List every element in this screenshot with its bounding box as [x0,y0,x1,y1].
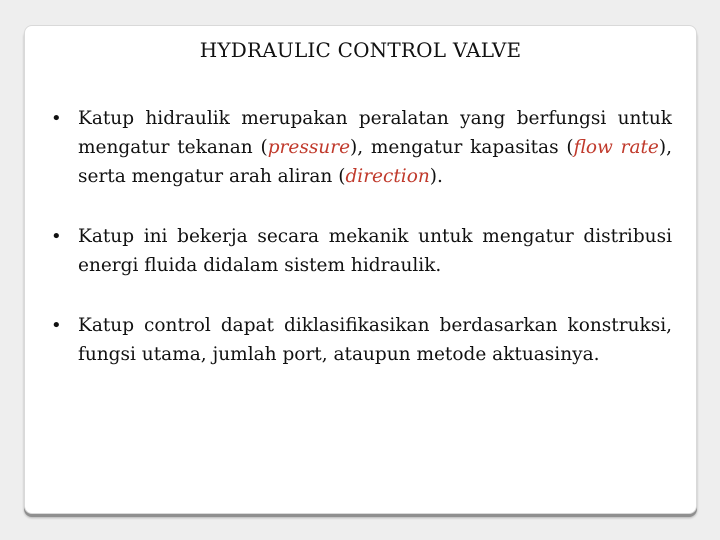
bullet-text-segment: ). [429,166,443,187]
bullet-item-classification [45,311,672,369]
slide [24,25,697,514]
bullet-text-segment: Katup hidraulik merupakan peralatan yang berfungsi untuk mengatur tekanan ( [78,108,672,158]
bullet-text-segment: ), mengatur kapasitas ( [350,137,574,158]
slide-title: HYDRAULIC CONTROL VALVE [199,38,522,62]
bullet-marker: • [51,226,62,247]
term-direction: direction [345,166,430,187]
bullet-list [45,104,672,400]
bullet-marker: • [51,108,62,129]
bullet-text: Katup control dapat diklasifikasikan berdasarkan konstruksi, fungsi utama, jumlah port, ataupun metode aktuasinya. [78,315,672,365]
term-pressure: pressure [267,137,351,158]
bullet-marker: • [51,315,62,336]
bullet-item-mechanism [45,222,672,280]
bullet-item-function [45,104,672,191]
term-flow-rate: flow rate [573,137,659,158]
bullet-text: Katup ini bekerja secara mekanik untuk mengatur distribusi energi fluida didalam sistem hidraulik. [78,226,672,276]
bullet-text-segment: ), serta mengatur arah aliran ( [78,137,672,187]
bullet-text [78,108,672,187]
